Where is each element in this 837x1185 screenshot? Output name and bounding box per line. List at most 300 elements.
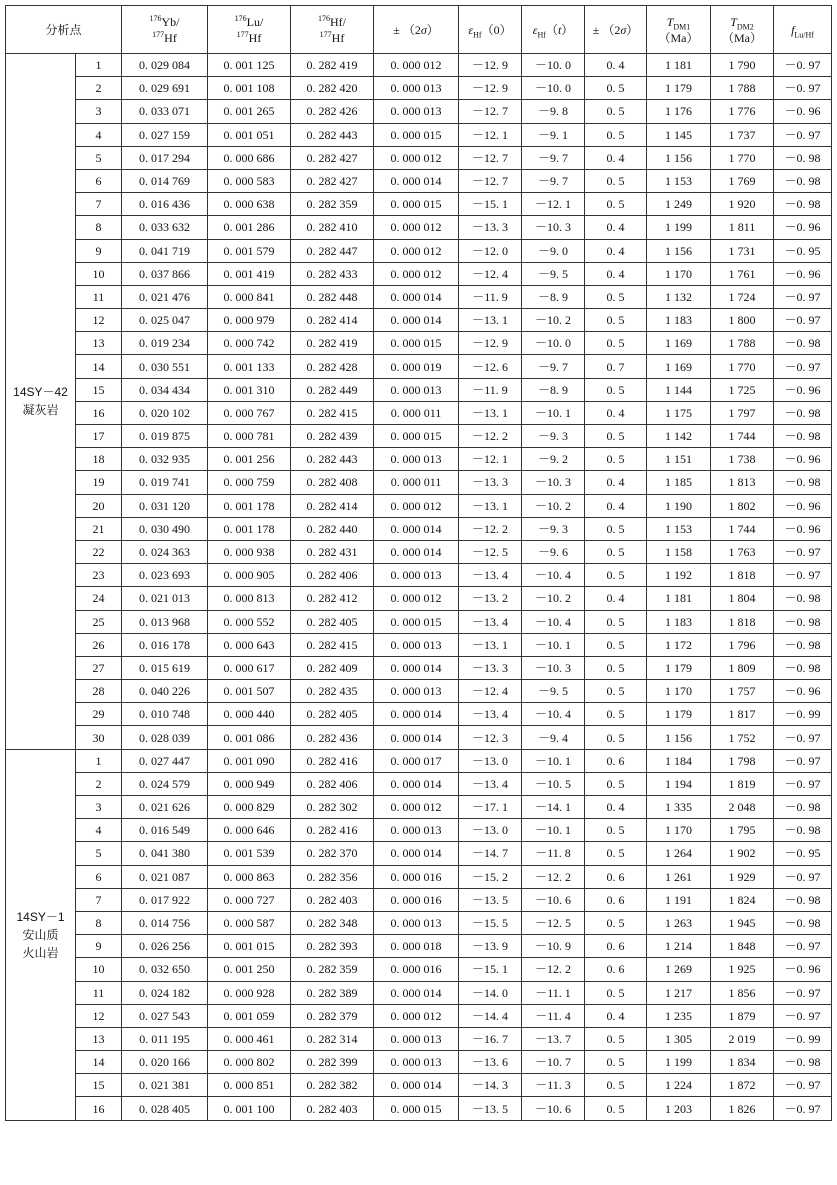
table-row bbox=[6, 146, 832, 169]
value-cell: －12. 4 bbox=[459, 680, 522, 703]
value-cell: 0. 000 014 bbox=[374, 981, 459, 1004]
table-row bbox=[6, 842, 832, 865]
value-cell: －13. 3 bbox=[459, 471, 522, 494]
value-cell: 1 156 bbox=[647, 726, 711, 749]
value-cell: －9. 3 bbox=[522, 517, 585, 540]
value-cell: 0. 027 159 bbox=[122, 123, 208, 146]
header-tdm1: $T_{DM1}$ （Ma） bbox=[647, 6, 711, 54]
value-cell: 0. 282 382 bbox=[291, 1074, 374, 1097]
value-cell: 0. 001 579 bbox=[208, 239, 291, 262]
value-cell: －12. 7 bbox=[459, 146, 522, 169]
value-cell: －10. 4 bbox=[522, 564, 585, 587]
value-cell: －0. 96 bbox=[774, 262, 832, 285]
value-cell: －9. 4 bbox=[522, 726, 585, 749]
value-cell: 1 724 bbox=[711, 285, 774, 308]
value-cell: 0. 001 125 bbox=[208, 54, 291, 77]
value-cell: 0. 282 405 bbox=[291, 703, 374, 726]
value-cell: 0. 282 348 bbox=[291, 911, 374, 934]
value-cell: 0. 000 617 bbox=[208, 656, 291, 679]
value-cell: 0. 5 bbox=[585, 378, 647, 401]
value-cell: 0. 282 436 bbox=[291, 726, 374, 749]
header-tdm2: $T_{DM2}$ （Ma） bbox=[711, 6, 774, 54]
value-cell: 0. 001 256 bbox=[208, 448, 291, 471]
value-cell: 0. 000 012 bbox=[374, 54, 459, 77]
value-cell: 0. 024 363 bbox=[122, 540, 208, 563]
value-cell: －9. 7 bbox=[522, 146, 585, 169]
value-cell: 0. 4 bbox=[585, 54, 647, 77]
value-cell: 0. 000 011 bbox=[374, 471, 459, 494]
header-analysis-point: 分析点 bbox=[6, 6, 122, 54]
value-cell: 1 151 bbox=[647, 448, 711, 471]
value-cell: 0. 4 bbox=[585, 401, 647, 424]
value-cell: 0. 021 626 bbox=[122, 796, 208, 819]
table-row bbox=[6, 239, 832, 262]
value-cell: 0. 033 632 bbox=[122, 216, 208, 239]
value-cell: 0. 4 bbox=[585, 262, 647, 285]
value-cell: 1 872 bbox=[711, 1074, 774, 1097]
table-row bbox=[6, 1004, 832, 1027]
value-cell: 0. 000 013 bbox=[374, 819, 459, 842]
value-cell: 0. 000 014 bbox=[374, 517, 459, 540]
value-cell: 0. 282 403 bbox=[291, 888, 374, 911]
table-row bbox=[6, 1097, 832, 1120]
value-cell: －14. 0 bbox=[459, 981, 522, 1004]
value-cell: －0. 96 bbox=[774, 680, 832, 703]
value-cell: －11. 9 bbox=[459, 285, 522, 308]
value-cell: －0. 97 bbox=[774, 1074, 832, 1097]
value-cell: －9. 5 bbox=[522, 262, 585, 285]
point-number-cell: 22 bbox=[76, 540, 122, 563]
value-cell: －12. 5 bbox=[522, 911, 585, 934]
table-row bbox=[6, 772, 832, 795]
value-cell: －0. 97 bbox=[774, 285, 832, 308]
value-cell: 0. 5 bbox=[585, 772, 647, 795]
table-row bbox=[6, 123, 832, 146]
point-number-cell: 6 bbox=[76, 169, 122, 192]
value-cell: 0. 000 979 bbox=[208, 309, 291, 332]
value-cell: 1 335 bbox=[647, 796, 711, 819]
value-cell: －10. 9 bbox=[522, 935, 585, 958]
value-cell: 0. 000 552 bbox=[208, 610, 291, 633]
table-row bbox=[6, 888, 832, 911]
sample-name-line: 14SY－42 bbox=[13, 385, 68, 400]
value-cell: 0. 000 014 bbox=[374, 285, 459, 308]
value-cell: －13. 7 bbox=[522, 1027, 585, 1050]
value-cell: 0. 4 bbox=[585, 1004, 647, 1027]
value-cell: 1 224 bbox=[647, 1074, 711, 1097]
table-row bbox=[6, 100, 832, 123]
value-cell: －13. 4 bbox=[459, 703, 522, 726]
point-number-cell: 9 bbox=[76, 935, 122, 958]
value-cell: 0. 282 412 bbox=[291, 587, 374, 610]
value-cell: 1 738 bbox=[711, 448, 774, 471]
value-cell: 0. 001 015 bbox=[208, 935, 291, 958]
value-cell: 1 153 bbox=[647, 517, 711, 540]
value-cell: 0. 026 256 bbox=[122, 935, 208, 958]
point-number-cell: 26 bbox=[76, 633, 122, 656]
value-cell: －0. 97 bbox=[774, 749, 832, 772]
value-cell: 0. 282 435 bbox=[291, 680, 374, 703]
value-cell: 1 263 bbox=[647, 911, 711, 934]
value-cell: 0. 014 756 bbox=[122, 911, 208, 934]
point-number-cell: 1 bbox=[76, 54, 122, 77]
value-cell: 1 797 bbox=[711, 401, 774, 424]
value-cell: 0. 016 178 bbox=[122, 633, 208, 656]
value-cell: 0. 5 bbox=[585, 123, 647, 146]
value-cell: 0. 028 405 bbox=[122, 1097, 208, 1120]
value-cell: 0. 021 381 bbox=[122, 1074, 208, 1097]
value-cell: 0. 001 051 bbox=[208, 123, 291, 146]
value-cell: 0. 000 013 bbox=[374, 378, 459, 401]
value-cell: 0. 000 863 bbox=[208, 865, 291, 888]
table-row bbox=[6, 332, 832, 355]
value-cell: 1 235 bbox=[647, 1004, 711, 1027]
value-cell: 1 145 bbox=[647, 123, 711, 146]
value-cell: 1 179 bbox=[647, 656, 711, 679]
value-cell: －9. 3 bbox=[522, 425, 585, 448]
value-cell: 0. 000 016 bbox=[374, 888, 459, 911]
point-number-cell: 7 bbox=[76, 193, 122, 216]
value-cell: 0. 000 759 bbox=[208, 471, 291, 494]
value-cell: －0. 96 bbox=[774, 958, 832, 981]
value-cell: 0. 282 419 bbox=[291, 54, 374, 77]
value-cell: 0. 6 bbox=[585, 865, 647, 888]
point-number-cell: 15 bbox=[76, 1074, 122, 1097]
value-cell: 0. 000 013 bbox=[374, 680, 459, 703]
value-cell: 1 172 bbox=[647, 633, 711, 656]
value-cell: －0. 98 bbox=[774, 819, 832, 842]
value-cell: －12. 1 bbox=[522, 193, 585, 216]
value-cell: 0. 000 014 bbox=[374, 726, 459, 749]
value-cell: 0. 282 416 bbox=[291, 819, 374, 842]
value-cell: 1 790 bbox=[711, 54, 774, 77]
table-row bbox=[6, 378, 832, 401]
value-cell: 1 305 bbox=[647, 1027, 711, 1050]
point-number-cell: 3 bbox=[76, 796, 122, 819]
value-cell: －0. 97 bbox=[774, 935, 832, 958]
value-cell: 0. 282 420 bbox=[291, 77, 374, 100]
value-cell: 1 796 bbox=[711, 633, 774, 656]
value-cell: 1 811 bbox=[711, 216, 774, 239]
value-cell: 1 795 bbox=[711, 819, 774, 842]
value-cell: 0. 030 551 bbox=[122, 355, 208, 378]
point-number-cell: 23 bbox=[76, 564, 122, 587]
value-cell: 0. 000 013 bbox=[374, 564, 459, 587]
value-cell: 0. 5 bbox=[585, 332, 647, 355]
value-cell: 1 818 bbox=[711, 610, 774, 633]
value-cell: －0. 97 bbox=[774, 564, 832, 587]
value-cell: 0. 037 866 bbox=[122, 262, 208, 285]
value-cell: －10. 2 bbox=[522, 587, 585, 610]
value-cell: 0. 001 310 bbox=[208, 378, 291, 401]
point-number-cell: 28 bbox=[76, 680, 122, 703]
value-cell: 0. 5 bbox=[585, 77, 647, 100]
value-cell: 0. 000 949 bbox=[208, 772, 291, 795]
value-cell: －16. 7 bbox=[459, 1027, 522, 1050]
sample-name-line: 安山质 bbox=[22, 927, 59, 942]
value-cell: 0. 001 539 bbox=[208, 842, 291, 865]
value-cell: 0. 5 bbox=[585, 1097, 647, 1120]
value-cell: －10. 3 bbox=[522, 471, 585, 494]
value-cell: 0. 282 389 bbox=[291, 981, 374, 1004]
value-cell: －12. 2 bbox=[522, 865, 585, 888]
value-cell: 1 763 bbox=[711, 540, 774, 563]
value-cell: 0. 025 047 bbox=[122, 309, 208, 332]
value-cell: 0. 7 bbox=[585, 355, 647, 378]
value-cell: 0. 000 686 bbox=[208, 146, 291, 169]
value-cell: 0. 5 bbox=[585, 703, 647, 726]
value-cell: －12. 7 bbox=[459, 169, 522, 192]
value-cell: 0. 000 905 bbox=[208, 564, 291, 587]
value-cell: －9. 0 bbox=[522, 239, 585, 262]
value-cell: 0. 000 013 bbox=[374, 448, 459, 471]
point-number-cell: 21 bbox=[76, 517, 122, 540]
value-cell: －0. 98 bbox=[774, 146, 832, 169]
value-cell: 0. 282 415 bbox=[291, 633, 374, 656]
value-cell: －13. 5 bbox=[459, 888, 522, 911]
value-cell: 0. 000 727 bbox=[208, 888, 291, 911]
value-cell: －10. 7 bbox=[522, 1051, 585, 1074]
value-cell: －15. 5 bbox=[459, 911, 522, 934]
point-number-cell: 7 bbox=[76, 888, 122, 911]
value-cell: 0. 000 742 bbox=[208, 332, 291, 355]
point-number-cell: 27 bbox=[76, 656, 122, 679]
point-number-cell: 2 bbox=[76, 772, 122, 795]
value-cell: 0. 000 012 bbox=[374, 216, 459, 239]
value-cell: 0. 282 403 bbox=[291, 1097, 374, 1120]
value-cell: 1 788 bbox=[711, 332, 774, 355]
value-cell: 1 817 bbox=[711, 703, 774, 726]
value-cell: 0. 282 439 bbox=[291, 425, 374, 448]
value-cell: 1 192 bbox=[647, 564, 711, 587]
value-cell: 0. 031 120 bbox=[122, 494, 208, 517]
value-cell: 0. 4 bbox=[585, 146, 647, 169]
value-cell: 0. 282 443 bbox=[291, 448, 374, 471]
value-cell: 1 757 bbox=[711, 680, 774, 703]
table-row bbox=[6, 494, 832, 517]
value-cell: 0. 282 408 bbox=[291, 471, 374, 494]
value-cell: 0. 4 bbox=[585, 796, 647, 819]
value-cell: －0. 96 bbox=[774, 100, 832, 123]
value-cell: 0. 282 431 bbox=[291, 540, 374, 563]
value-cell: －11. 9 bbox=[459, 378, 522, 401]
value-cell: 0. 029 084 bbox=[122, 54, 208, 77]
value-cell: －0. 95 bbox=[774, 842, 832, 865]
table-row bbox=[6, 981, 832, 1004]
value-cell: －0. 98 bbox=[774, 796, 832, 819]
value-cell: 1 199 bbox=[647, 216, 711, 239]
value-cell: 1 264 bbox=[647, 842, 711, 865]
header-epsilon-hf-t: $\varepsilon_{Hf}(t)$ bbox=[522, 6, 585, 54]
value-cell: －14. 4 bbox=[459, 1004, 522, 1027]
value-cell: －14. 1 bbox=[522, 796, 585, 819]
point-number-cell: 14 bbox=[76, 1051, 122, 1074]
table-row bbox=[6, 540, 832, 563]
value-cell: －11. 8 bbox=[522, 842, 585, 865]
value-cell: 1 191 bbox=[647, 888, 711, 911]
table-row bbox=[6, 216, 832, 239]
point-number-cell: 20 bbox=[76, 494, 122, 517]
value-cell: －13. 1 bbox=[459, 494, 522, 517]
value-cell: 0. 000 014 bbox=[374, 656, 459, 679]
value-cell: 1 802 bbox=[711, 494, 774, 517]
table-row bbox=[6, 865, 832, 888]
table-row bbox=[6, 726, 832, 749]
table-row bbox=[6, 587, 832, 610]
value-cell: 0. 001 133 bbox=[208, 355, 291, 378]
table-row bbox=[6, 262, 832, 285]
point-number-cell: 5 bbox=[76, 146, 122, 169]
value-cell: 0. 5 bbox=[585, 425, 647, 448]
value-cell: 0. 6 bbox=[585, 888, 647, 911]
value-cell: 1 818 bbox=[711, 564, 774, 587]
value-cell: －10. 4 bbox=[522, 703, 585, 726]
value-cell: 0. 000 440 bbox=[208, 703, 291, 726]
value-cell: 1 804 bbox=[711, 587, 774, 610]
value-cell: －15. 2 bbox=[459, 865, 522, 888]
value-cell: 0. 282 370 bbox=[291, 842, 374, 865]
value-cell: －12. 3 bbox=[459, 726, 522, 749]
value-cell: 0. 5 bbox=[585, 1074, 647, 1097]
value-cell: 0. 017 922 bbox=[122, 888, 208, 911]
point-number-cell: 15 bbox=[76, 378, 122, 401]
value-cell: －10. 5 bbox=[522, 772, 585, 795]
value-cell: －0. 97 bbox=[774, 123, 832, 146]
value-cell: －10. 1 bbox=[522, 401, 585, 424]
value-cell: 1 945 bbox=[711, 911, 774, 934]
value-cell: －12. 5 bbox=[459, 540, 522, 563]
value-cell: 1 788 bbox=[711, 77, 774, 100]
value-cell: 1 144 bbox=[647, 378, 711, 401]
value-cell: －12. 1 bbox=[459, 123, 522, 146]
value-cell: 0. 000 012 bbox=[374, 262, 459, 285]
value-cell: 0. 000 015 bbox=[374, 332, 459, 355]
value-cell: 1 769 bbox=[711, 169, 774, 192]
value-cell: 0. 282 427 bbox=[291, 169, 374, 192]
value-cell: 0. 001 419 bbox=[208, 262, 291, 285]
value-cell: －11. 4 bbox=[522, 1004, 585, 1027]
value-cell: 0. 5 bbox=[585, 169, 647, 192]
value-cell: 0. 001 108 bbox=[208, 77, 291, 100]
value-cell: －13. 1 bbox=[459, 633, 522, 656]
table-row bbox=[6, 796, 832, 819]
value-cell: 0. 000 013 bbox=[374, 1051, 459, 1074]
value-cell: 1 770 bbox=[711, 146, 774, 169]
table-row bbox=[6, 1027, 832, 1050]
value-cell: 0. 016 549 bbox=[122, 819, 208, 842]
value-cell: －13. 4 bbox=[459, 610, 522, 633]
value-cell: 0. 000 012 bbox=[374, 239, 459, 262]
value-cell: －0. 96 bbox=[774, 494, 832, 517]
value-cell: －9. 1 bbox=[522, 123, 585, 146]
value-cell: －9. 7 bbox=[522, 355, 585, 378]
value-cell: 1 179 bbox=[647, 77, 711, 100]
point-number-cell: 16 bbox=[76, 401, 122, 424]
value-cell: 0. 001 090 bbox=[208, 749, 291, 772]
value-cell: －10. 6 bbox=[522, 888, 585, 911]
value-cell: 0. 282 448 bbox=[291, 285, 374, 308]
point-number-cell: 2 bbox=[76, 77, 122, 100]
value-cell: 0. 000 015 bbox=[374, 425, 459, 448]
value-cell: 1 156 bbox=[647, 146, 711, 169]
value-cell: 1 848 bbox=[711, 935, 774, 958]
table-row bbox=[6, 1051, 832, 1074]
value-cell: 0. 000 461 bbox=[208, 1027, 291, 1050]
header-row bbox=[6, 6, 832, 54]
value-cell: －10. 1 bbox=[522, 819, 585, 842]
value-cell: 0. 000 014 bbox=[374, 1074, 459, 1097]
value-cell: 0. 282 406 bbox=[291, 772, 374, 795]
value-cell: 1 824 bbox=[711, 888, 774, 911]
value-cell: －0. 97 bbox=[774, 1004, 832, 1027]
value-cell: 0. 282 302 bbox=[291, 796, 374, 819]
value-cell: 0. 000 587 bbox=[208, 911, 291, 934]
point-number-cell: 24 bbox=[76, 587, 122, 610]
value-cell: 1 169 bbox=[647, 355, 711, 378]
value-cell: 1 826 bbox=[711, 1097, 774, 1120]
value-cell: 0. 000 781 bbox=[208, 425, 291, 448]
value-cell: －12. 4 bbox=[459, 262, 522, 285]
value-cell: 0. 282 447 bbox=[291, 239, 374, 262]
point-number-cell: 11 bbox=[76, 285, 122, 308]
value-cell: －9. 8 bbox=[522, 100, 585, 123]
table-row bbox=[6, 77, 832, 100]
value-cell: 0. 5 bbox=[585, 1027, 647, 1050]
value-cell: －9. 5 bbox=[522, 680, 585, 703]
value-cell: 0. 029 691 bbox=[122, 77, 208, 100]
value-cell: －10. 0 bbox=[522, 332, 585, 355]
sample-name-line: 凝灰岩 bbox=[22, 403, 59, 418]
value-cell: 0. 024 579 bbox=[122, 772, 208, 795]
header-error-2sigma-1: ± （2σ） bbox=[374, 6, 459, 54]
value-cell: －15. 1 bbox=[459, 958, 522, 981]
value-cell: 0. 282 415 bbox=[291, 401, 374, 424]
value-cell: 0. 000 014 bbox=[374, 772, 459, 795]
value-cell: 1 770 bbox=[711, 355, 774, 378]
value-cell: 1 856 bbox=[711, 981, 774, 1004]
value-cell: 1 929 bbox=[711, 865, 774, 888]
value-cell: 0. 000 643 bbox=[208, 633, 291, 656]
value-cell: －10. 6 bbox=[522, 1097, 585, 1120]
value-cell: 0. 000 015 bbox=[374, 1097, 459, 1120]
table-row bbox=[6, 448, 832, 471]
value-cell: 0. 020 166 bbox=[122, 1051, 208, 1074]
value-cell: －12. 9 bbox=[459, 77, 522, 100]
value-cell: 0. 282 428 bbox=[291, 355, 374, 378]
value-cell: 0. 013 968 bbox=[122, 610, 208, 633]
value-cell: －10. 2 bbox=[522, 309, 585, 332]
value-cell: 0. 000 928 bbox=[208, 981, 291, 1004]
value-cell: 1 752 bbox=[711, 726, 774, 749]
value-cell: －9. 2 bbox=[522, 448, 585, 471]
value-cell: 1 879 bbox=[711, 1004, 774, 1027]
value-cell: 1 737 bbox=[711, 123, 774, 146]
value-cell: 0. 000 016 bbox=[374, 958, 459, 981]
value-cell: 1 153 bbox=[647, 169, 711, 192]
value-cell: －0. 98 bbox=[774, 169, 832, 192]
value-cell: 1 184 bbox=[647, 749, 711, 772]
point-number-cell: 3 bbox=[76, 100, 122, 123]
value-cell: 0. 282 359 bbox=[291, 193, 374, 216]
header-f-lu-hf: $f_{Lu/Hf}$ bbox=[774, 6, 832, 54]
header-yb-hf: $^{176}$Yb/ $^{177}$Hf bbox=[122, 6, 208, 54]
value-cell: 0. 4 bbox=[585, 216, 647, 239]
sample-name-cell bbox=[6, 749, 76, 1120]
value-cell: －0. 97 bbox=[774, 309, 832, 332]
value-cell: 1 170 bbox=[647, 819, 711, 842]
value-cell: －13. 1 bbox=[459, 309, 522, 332]
value-cell: 0. 014 769 bbox=[122, 169, 208, 192]
